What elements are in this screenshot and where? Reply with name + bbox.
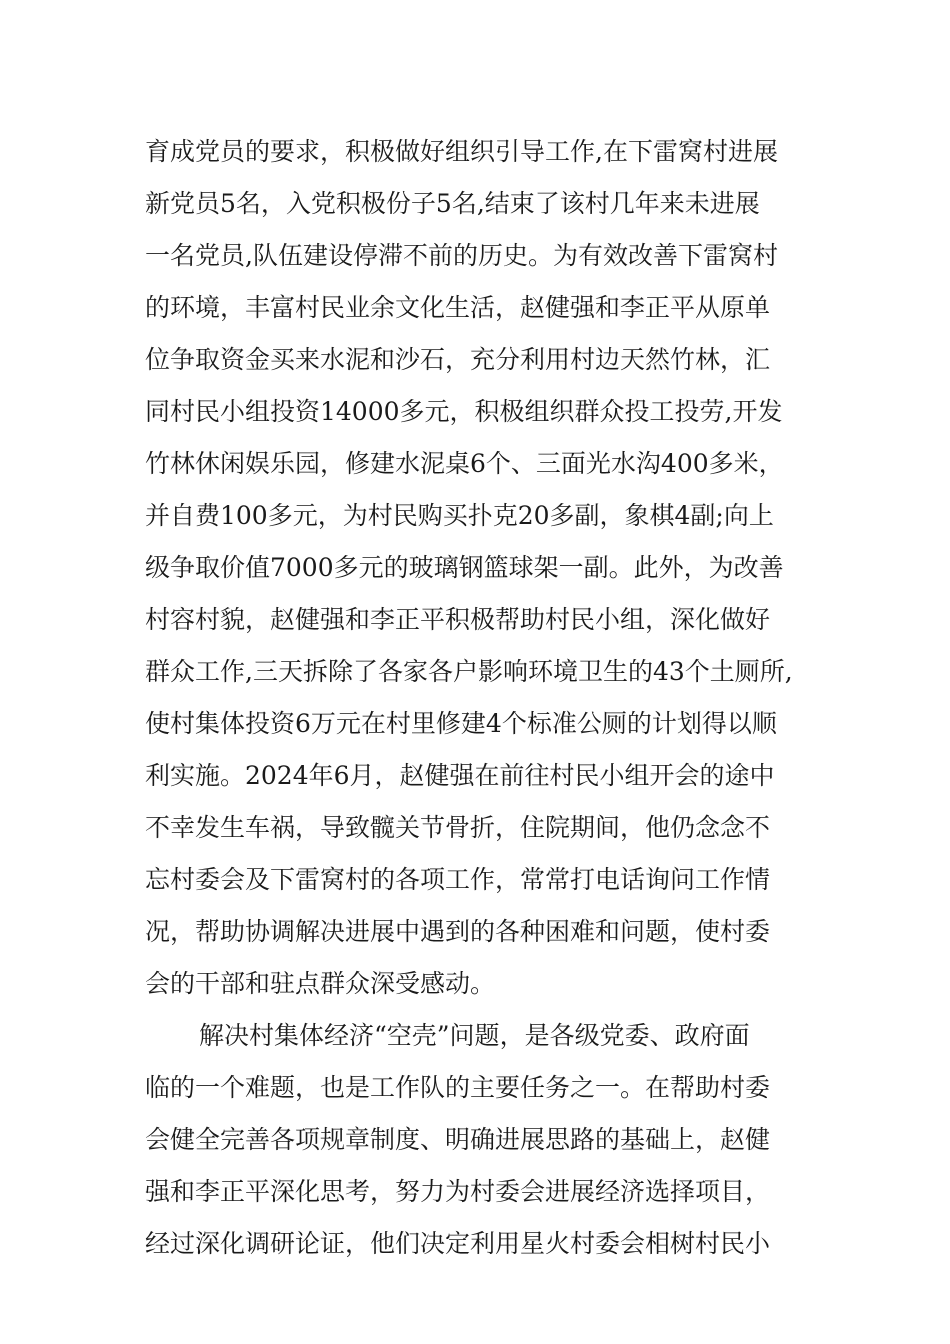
- text-line: 群众工作,三天拆除了各家各户影响环境卫生的43个土厕所,: [145, 657, 793, 686]
- text-line: 解决村集体经济“空壳”问题，是各级党委、政府面: [199, 1021, 750, 1050]
- text-line: 临的一个难题，也是工作队的主要任务之一。在帮助村委: [145, 1073, 771, 1102]
- text-line: 忘村委会及下雷窝村的各项工作，常常打电话询问工作情: [145, 865, 771, 894]
- text-line: 会健全完善各项规章制度、明确进展思路的基础上，赵健: [145, 1125, 771, 1154]
- text-line: 会的干部和驻点群众深受感动。: [145, 969, 496, 998]
- text-line: 况，帮助协调解决进展中遇到的各种困难和问题，使村委: [145, 917, 771, 946]
- text-line: 经过深化调研论证，他们决定利用星火村委会相树村民小: [145, 1229, 771, 1258]
- text-line: 一名党员,队伍建设停滞不前的历史。为有效改善下雷窝村: [145, 241, 778, 270]
- text-line: 并自费100多元，为村民购买扑克20多副，象棋4副;向上: [145, 501, 774, 530]
- text-line: 同村民小组投资14000多元，积极组织群众投工投劳,开发: [145, 397, 783, 426]
- text-line: 竹林休闲娱乐园，修建水泥桌6个、三面光水沟400多米，: [145, 449, 784, 478]
- text-line: 位争取资金买来水泥和沙石，充分利用村边天然竹林，汇: [145, 345, 771, 374]
- text-line: 的环境，丰富村民业余文化生活，赵健强和李正平从原单: [145, 293, 771, 322]
- text-line: 不幸发生车祸，导致髋关节骨折，住院期间，他仍念念不: [145, 813, 771, 842]
- text-line: 使村集体投资6万元在村里修建4个标准公厕的计划得以顺: [145, 709, 777, 738]
- text-line: 级争取价值7000多元的玻璃钢篮球架一副。此外，为改善: [145, 553, 784, 582]
- text-line: 新党员5名，入党积极份子5名,结束了该村几年来未进展: [145, 189, 760, 218]
- text-line: 利实施。2024年6月，赵健强在前往村民小组开会的途中: [145, 761, 775, 790]
- body-text: [145, 126, 835, 1270]
- text-line: 育成党员的要求，积极做好组织引导工作,在下雷窝村进展: [145, 137, 778, 166]
- text-line: 村容村貌，赵健强和李正平积极帮助村民小组，深化做好: [145, 605, 771, 634]
- text-line: 强和李正平深化思考，努力为村委会进展经济选择项目，: [145, 1177, 771, 1206]
